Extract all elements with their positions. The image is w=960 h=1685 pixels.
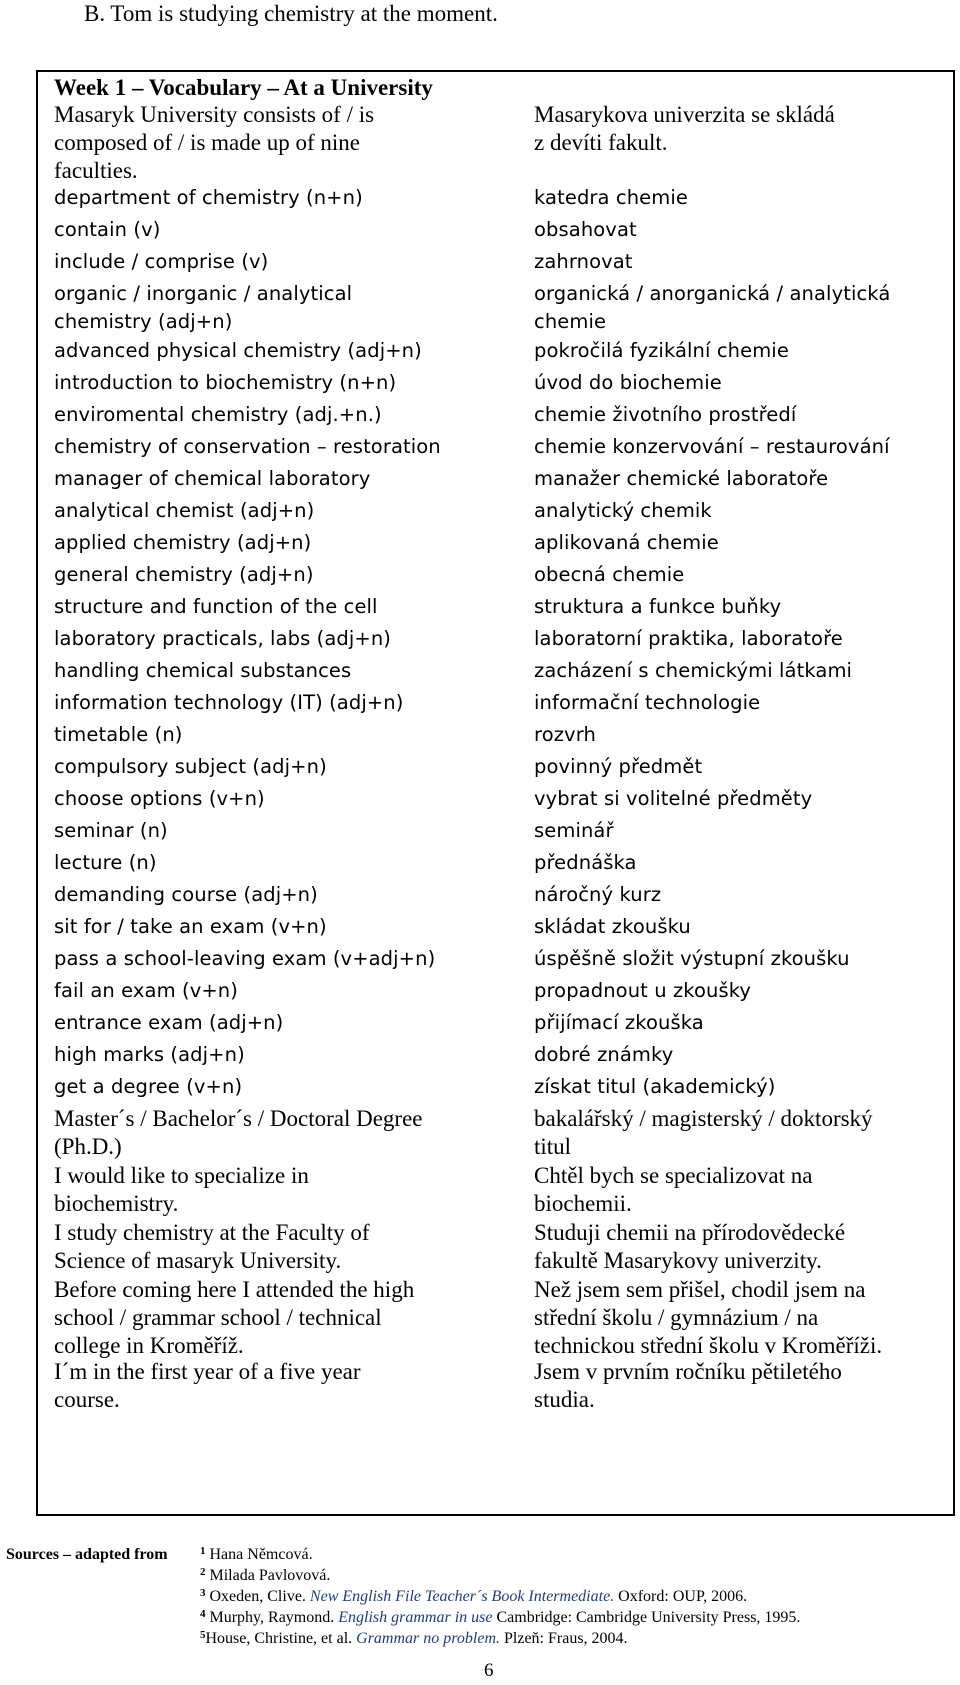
vocabulary-title: Week 1 – Vocabulary – At a University [54,75,433,100]
vocab-term-czech: zahrnovat [534,250,633,273]
vocab-term-english: include / comprise (v) [54,250,269,273]
source-title: English grammar in use [334,1609,493,1626]
vocab-term-czech: Studuji chemii na přírodovědecké fakultě Masarykovy univerzity. [534,1220,846,1273]
vocab-term-english: manager of chemical laboratory [54,467,371,490]
vocab-term-czech: přednáška [534,851,637,874]
vocab-term-czech: propadnout u zkoušky [534,979,752,1002]
vocab-term-czech: vybrat si volitelné předměty [534,787,813,810]
vocab-term-czech: struktura a funkce buňky [534,595,782,618]
vocab-term-czech: Jsem v prvním ročníku pětiletého studia. [534,1359,842,1412]
vocab-term-english: department of chemistry (n+n) [54,186,363,209]
vocab-term-english: choose options (v+n) [54,787,265,810]
source-entry [200,1628,628,1649]
source-number: 3 [200,1587,206,1599]
vocab-term-english: demanding course (adj+n) [54,883,318,906]
source-number: 5 [200,1629,206,1641]
source-author: House, Christine, et al. [205,1630,353,1647]
vocab-term-english: I´m in the first year of a five year course. [54,1359,361,1412]
vocab-term-czech: úspěšně složit výstupní zkoušku [534,947,850,970]
vocab-term-czech: laboratorní praktika, laboratoře [534,627,843,650]
vocab-term-czech: informační technologie [534,691,761,714]
vocab-term-english: structure and function of the cell [54,595,378,618]
source-publisher: Plzeň: Fraus, 2004. [500,1630,628,1647]
vocab-term-english: sit for / take an exam (v+n) [54,915,327,938]
vocab-term-english: analytical chemist (adj+n) [54,499,315,522]
intro-sentence: B. Tom is studying chemistry at the moment. [84,1,498,26]
vocab-term-czech: manažer chemické laboratoře [534,467,829,490]
source-entry [200,1544,313,1565]
vocab-term-czech: obecná chemie [534,563,685,586]
vocab-term-english: Masaryk University consists of / is composed of / is made up of nine faculties. [54,102,375,183]
source-entry [200,1586,747,1607]
source-number: 1 [200,1545,206,1557]
vocab-term-czech: obsahovat [534,218,637,241]
page-number: 6 [484,1660,494,1681]
vocab-term-english: compulsory subject (adj+n) [54,755,327,778]
vocab-term-czech: skládat zkoušku [534,915,691,938]
vocab-term-english: timetable (n) [54,723,183,746]
vocab-term-english: contain (v) [54,218,161,241]
vocab-term-english: pass a school-leaving exam (v+adj+n) [54,947,436,970]
vocab-term-english: general chemistry (adj+n) [54,563,314,586]
vocab-term-english: information technology (IT) (adj+n) [54,691,404,714]
vocab-term-english: organic / inorganic / analytical chemistry (adj+n) [54,282,353,333]
vocab-term-czech: Masarykova univerzita se skládá z devíti fakult. [534,102,835,155]
vocab-term-english: I would like to specialize in biochemistry. [54,1163,309,1216]
vocab-term-english: enviromental chemistry (adj.+n.) [54,403,382,426]
sources-heading: Sources – adapted from [6,1546,168,1563]
source-number: 4 [200,1608,206,1620]
vocab-term-english: laboratory practicals, labs (adj+n) [54,627,392,650]
vocab-term-czech: chemie konzervování – restaurování [534,435,890,458]
vocab-term-czech: rozvrh [534,723,596,746]
vocab-term-english: advanced physical chemistry (adj+n) [54,339,422,362]
source-author: Milada Pavlovová. [205,1567,331,1584]
vocab-term-czech: organická / anorganická / analytická chemie [534,282,891,333]
vocab-term-english: Before coming here I attended the high school / grammar school / technical college in Kroměříž. [54,1277,415,1358]
vocab-term-english: lecture (n) [54,851,157,874]
vocab-term-czech: náročný kurz [534,883,662,906]
vocab-term-czech: bakalářský / magisterský / doktorský titul [534,1106,873,1159]
vocab-term-czech: aplikovaná chemie [534,531,719,554]
vocab-term-english: introduction to biochemistry (n+n) [54,371,397,394]
vocab-term-english: I study chemistry at the Faculty of Science of masaryk University. [54,1220,370,1273]
vocab-term-czech: analytický chemik [534,499,712,522]
vocab-term-czech: úvod do biochemie [534,371,722,394]
vocab-term-english: seminar (n) [54,819,168,842]
vocab-term-english: handling chemical substances [54,659,352,682]
vocab-term-czech: Chtěl bych se specializovat na biochemii. [534,1163,813,1216]
source-author: Hana Němcová. [205,1546,313,1563]
source-number: 2 [200,1566,206,1578]
vocab-term-english: entrance exam (adj+n) [54,1011,284,1034]
vocab-term-english: Master´s / Bachelor´s / Doctoral Degree (Ph.D.) [54,1106,423,1159]
source-entry [200,1565,330,1586]
source-entry [200,1607,800,1628]
vocab-term-english: get a degree (v+n) [54,1075,243,1098]
vocab-term-english: chemistry of conservation – restoration [54,435,441,458]
vocab-term-english: fail an exam (v+n) [54,979,238,1002]
source-title: Grammar no problem. [352,1630,500,1647]
source-author: Murphy, Raymond. [205,1609,335,1626]
vocab-term-english: applied chemistry (adj+n) [54,531,312,554]
vocab-term-czech: pokročilá fyzikální chemie [534,339,789,362]
source-publisher: Oxford: OUP, 2006. [614,1588,748,1605]
vocab-term-czech: získat titul (akademický) [534,1075,776,1098]
vocab-term-czech: dobré známky [534,1043,674,1066]
vocab-term-czech: seminář [534,819,614,842]
source-author: Oxeden, Clive. [205,1588,306,1605]
vocab-term-czech: povinný předmět [534,755,703,778]
source-publisher: Cambridge: Cambridge University Press, 1995. [492,1609,801,1626]
vocab-term-czech: Než jsem sem přišel, chodil jsem na střední školu / gymnázium / na technickou střední školu v Kroměříži. [534,1277,883,1358]
vocab-term-czech: zacházení s chemickými látkami [534,659,853,682]
source-title: New English File Teacher´s Book Intermediate. [305,1588,615,1605]
vocab-term-czech: katedra chemie [534,186,688,209]
vocab-term-czech: přijímací zkouška [534,1011,704,1034]
vocab-term-czech: chemie životního prostředí [534,403,797,426]
vocab-term-english: high marks (adj+n) [54,1043,245,1066]
